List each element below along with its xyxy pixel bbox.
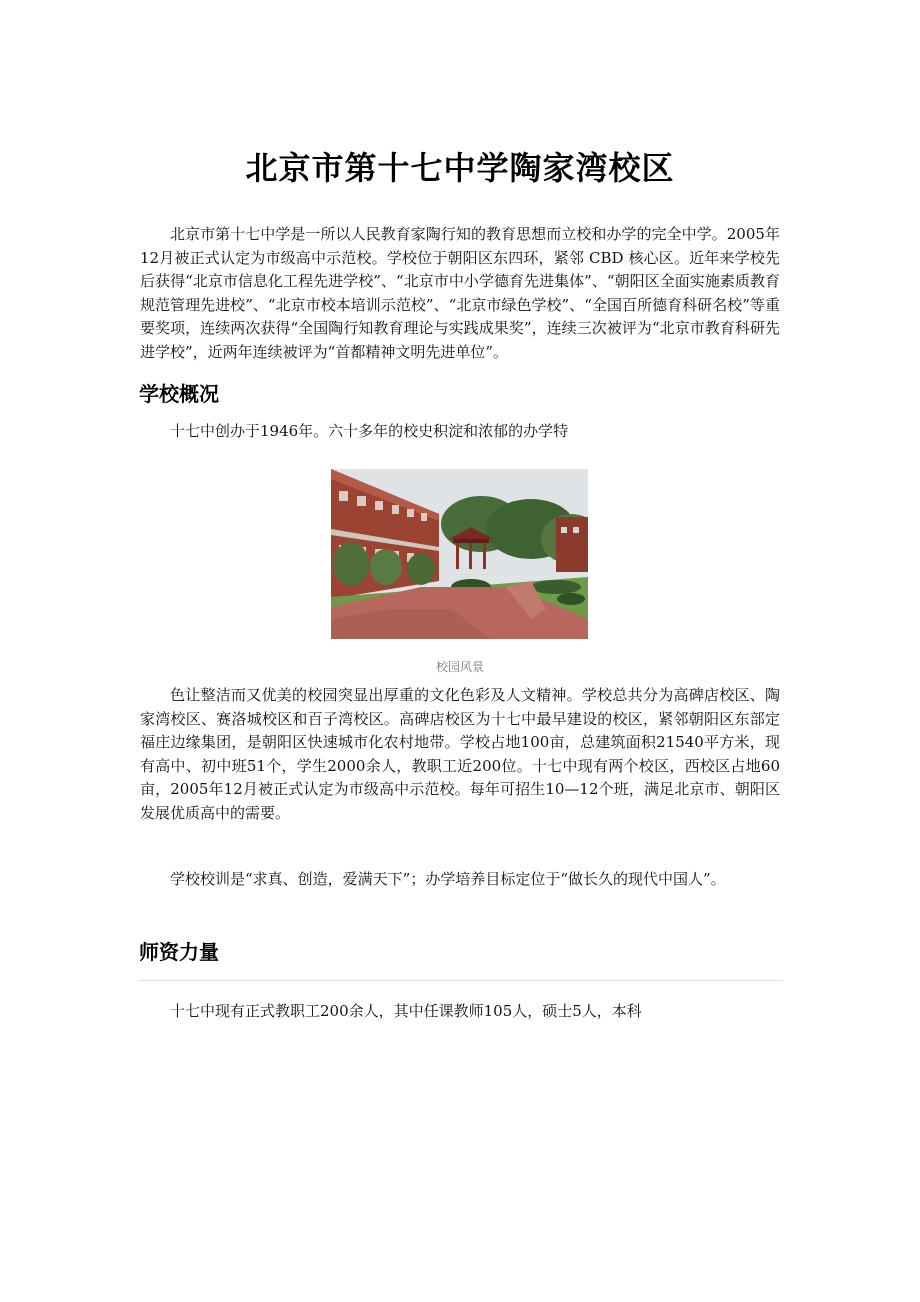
section-divider — [138, 980, 783, 981]
overview-paragraph-2: 色让整洁而又优美的校园突显出厚重的文化色彩及人文精神。学校总共分为高碑店校区、陶家湾校区、赛洛城校区和百子湾校区。高碑店校区为十七中最早建设的校区，紧邻朝阳区东部定福庄边缘集团，是朝阳区快速城市化农村地带。学校占地100亩，总建筑面积21540平方米，现有高中、初中班51个，学生2000余人，教职工近200位。十七中现有两个校区，西校区占地60亩，2005年12月被正式认定为市级高中示范校。每年可招生10—12个班，满足北京市、朝阳区发展优质高中的需要。 — [140, 686, 780, 822]
photo-caption: 校园风景 — [435, 660, 484, 674]
intro-paragraph: 北京市第十七中学是一所以人民教育家陶行知的教育思想而立校和办学的完全中学。2005年12月被正式认定为市级高中示范校。学校位于朝阳区东四环，紧邻 CBD 核心区。近年来学校先后获得“北京市信息化工程先进学校”、“北京市中小学德育先进集体”、“朝阳区全面实施素质教育规范管理先进校”、“北京市校本培训示范校”、“北京市绿色学校”、“全国百所德育科研名校”等重要奖项，连续两次获得“全国陶行知教育理论与实践成果奖”，连续三次被评为“北京市教育科研先进学校”，近两年连续被评为“首都精神文明先进单位”。 — [140, 225, 780, 361]
section-heading-faculty: 师资力量 — [139, 940, 219, 964]
overview-paragraph-3: 学校校训是“求真、创造，爱满天下”；办学培养目标定位于“做长久的现代中国人”。 — [170, 870, 726, 888]
faculty-paragraph-1: 十七中现有正式教职工200余人，其中任课教师105人，硕士5人，本科 — [170, 1002, 642, 1020]
section-heading-overview: 学校概况 — [139, 382, 219, 406]
overview-paragraph-1: 十七中创办于1946年。六十多年的校史积淀和浓郁的办学特 — [170, 422, 569, 440]
document-title: 北京市第十七中学陶家湾校区 — [245, 149, 675, 187]
campus-photo — [331, 469, 588, 639]
